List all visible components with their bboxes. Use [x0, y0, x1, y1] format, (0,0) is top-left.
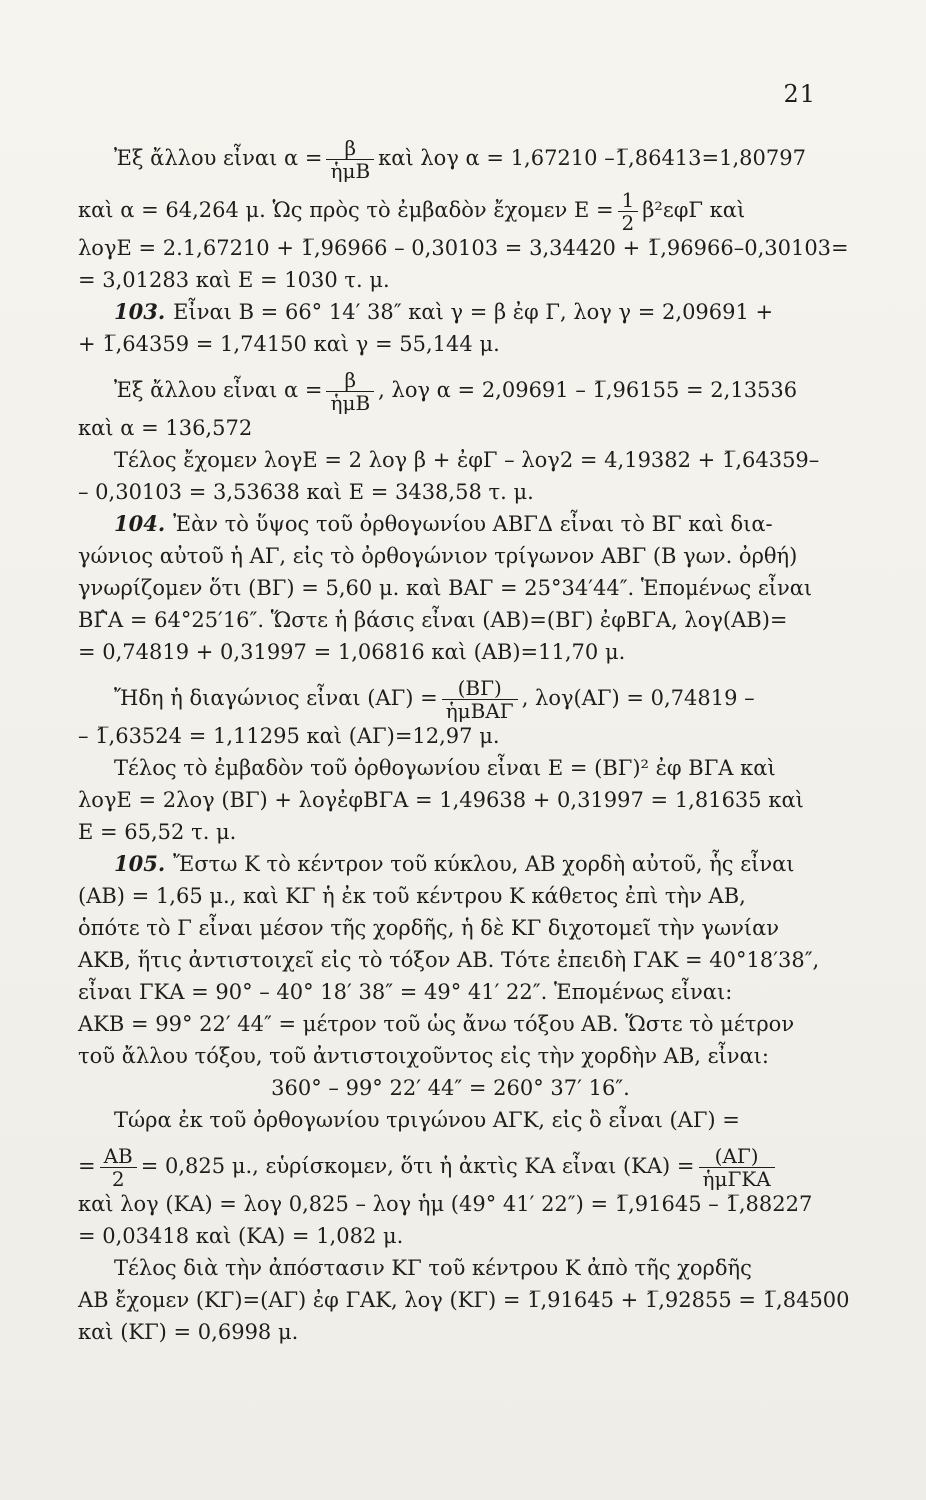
fraction — [618, 189, 639, 234]
line-text: – 0,30103 = 3,53638 καὶ Ε = 3438,58 τ. μ. — [78, 480, 534, 504]
text-line — [78, 1040, 823, 1072]
page-number: 21 — [783, 80, 816, 108]
text-line — [78, 508, 823, 540]
fraction-denominator: ἡμΒΑΓ — [445, 699, 514, 723]
fraction — [442, 677, 518, 722]
text-line — [78, 1316, 823, 1348]
text-line — [78, 604, 823, 636]
text-line — [78, 264, 823, 296]
text-line — [78, 1008, 823, 1040]
line-text: τοῦ ἄλλου τόξου, τοῦ ἀντιστοιχοῦντος εἰς τὴν χορδὴν ΑΒ, εἶναι: — [78, 1044, 769, 1068]
text-line — [78, 668, 823, 723]
text-line — [78, 784, 823, 816]
text-line — [78, 360, 823, 415]
fraction-numerator: ΑΒ — [100, 1145, 137, 1168]
line-text: Τέλος ἔχομεν λογΕ = 2 λογ β + ἐφΓ – λογ2 = 4,19382 + 1̅,64359– — [114, 448, 820, 472]
text-line — [78, 752, 823, 784]
line-text: Εἶναι Β = 66° 14′ 38″ καὶ γ = β ἐφ Γ, λογ γ = 2,09691 + — [173, 300, 774, 324]
fraction-numerator: (ΑΓ) — [699, 1145, 775, 1168]
line-text: ΑΚΒ = 99° 22′ 44″ = μέτρον τοῦ ὡς ἄνω τόξου ΑΒ. Ὥστε τὸ μέτρον — [78, 1012, 795, 1036]
line-text: καὶ λογ α = 1,67210 –1̅,86413=1,80797 — [378, 146, 806, 170]
fraction-numerator: β — [326, 137, 374, 160]
fraction-numerator: β — [326, 369, 374, 392]
line-text: ΒΓ̂Α = 64°25′16″. Ὥστε ἡ βάσις εἶναι (ΑΒ)=(ΒΓ) ἐφΒΓΑ, λογ(ΑΒ)= — [78, 608, 788, 632]
line-text: ΑΒ ἔχομεν (ΚΓ)=(ΑΓ) ἐφ ΓΑΚ, λογ (ΚΓ) = 1̅,91645 + 1̅,92855 = 1̅,84500 — [78, 1288, 850, 1312]
line-text: , λογ α = 2,09691 – 1̅,96155 = 2,13536 — [378, 378, 798, 402]
text-line — [78, 444, 823, 476]
text-line — [78, 296, 823, 328]
text-line — [78, 232, 849, 264]
fraction-denominator: 2 — [621, 211, 635, 235]
line-text: εἶναι ΓΚΑ = 90° – 40° 18′ 38″ = 49° 41′ 22″. Ἑπομένως εἶναι: — [78, 980, 733, 1004]
line-text: καὶ (ΚΓ) = 0,6998 μ. — [78, 1320, 299, 1344]
line-text: β²εφΓ καὶ — [642, 198, 746, 222]
line-text: = — [78, 1154, 96, 1178]
line-text: Τέλος τὸ ἐμβαδὸν τοῦ ὀρθογωνίου εἶναι Ε = (ΒΓ)² ἐφ ΒΓΑ καὶ — [114, 756, 776, 780]
fraction-denominator: 2 — [111, 1167, 125, 1191]
line-text: γνωρίζομεν ὅτι (ΒΓ) = 5,60 μ. καὶ ΒΑΓ = 25°34′44″. Ἑπομένως εἶναι — [78, 576, 813, 600]
text-line — [78, 1104, 823, 1136]
text-line — [78, 816, 823, 848]
fraction-denominator: ἡμΒ — [330, 159, 371, 183]
line-text: καὶ λογ (ΚΑ) = λογ 0,825 – λογ ἡμ (49° 41′ 22″) = 1̅,91645 – 1̅,88227 — [78, 1192, 813, 1216]
text-line — [78, 1072, 823, 1104]
text-line — [78, 1136, 823, 1191]
line-text: καὶ α = 64,264 μ. Ὡς πρὸς τὸ ἐμβαδὸν ἔχομεν Ε = — [78, 198, 614, 222]
page-text — [78, 128, 850, 1348]
text-line — [78, 848, 823, 880]
text-line — [78, 476, 823, 508]
text-line — [78, 880, 823, 912]
section-number: 103. — [114, 299, 166, 324]
fraction-denominator: ἡμΓΚΑ — [702, 1167, 771, 1191]
text-line — [78, 128, 823, 183]
line-text: Ἐξ ἄλλου εἶναι α = — [114, 378, 323, 402]
fraction — [699, 1145, 775, 1190]
line-text: = 3,01283 καὶ Ε = 1030 τ. μ. — [78, 268, 390, 292]
text-line — [78, 636, 823, 668]
text-line — [78, 1188, 823, 1220]
line-text: + 1̅,64359 = 1,74150 καὶ γ = 55,144 μ. — [78, 332, 500, 356]
section-number: 104. — [114, 511, 166, 536]
text-line — [78, 912, 823, 944]
text-line — [78, 1220, 823, 1252]
line-text: ὁπότε τὸ Γ εἶναι μέσον τῆς χορδῆς, ἡ δὲ ΚΓ διχοτομεῖ τὴν γωνίαν — [78, 916, 780, 940]
line-text: = 0,74819 + 0,31997 = 1,06816 καὶ (ΑΒ)=11,70 μ. — [78, 640, 626, 664]
text-line — [78, 1284, 850, 1316]
line-text: – 1̅,63524 = 1,11295 καὶ (ΑΓ)=12,97 μ. — [78, 724, 500, 748]
line-text: = 0,03418 καὶ (ΚΑ) = 1,082 μ. — [78, 1224, 404, 1248]
text-line — [78, 328, 823, 360]
text-line — [78, 540, 823, 572]
text-line — [78, 412, 823, 444]
line-text: = 0,825 μ., εὑρίσκομεν, ὅτι ἡ ἀκτὶς ΚΑ εἶναι (ΚΑ) = — [140, 1154, 695, 1178]
line-text: ΑΚΒ, ἥτις ἀντιστοιχεῖ εἰς τὸ τόξον ΑΒ. Τότε ἐπειδὴ ΓΑΚ = 40°18′38″, — [78, 948, 820, 972]
fraction-numerator: 1 — [618, 189, 639, 212]
line-text: 360° – 99° 22′ 44″ = 260° 37′ 16″. — [271, 1076, 630, 1100]
text-line — [78, 572, 823, 604]
line-text: γώνιος αὐτοῦ ἡ ΑΓ, εἰς τὸ ὀρθογώνιον τρίγωνον ΑΒΓ (Β γων. ὀρθή) — [78, 544, 798, 568]
section-number: 105. — [114, 851, 166, 876]
line-text: Ἐξ ἄλλου εἶναι α = — [114, 146, 323, 170]
line-text: , λογ(ΑΓ) = 0,74819 – — [521, 686, 755, 710]
line-text: λογΕ = 2λογ (ΒΓ) + λογἐφΒΓΑ = 1,49638 + 0,31997 = 1,81635 καὶ — [78, 788, 804, 812]
line-text: καὶ α = 136,572 — [78, 416, 253, 440]
fraction — [100, 1145, 137, 1190]
text-line — [78, 976, 823, 1008]
text-line — [78, 180, 823, 235]
line-text: Τέλος διὰ τὴν ἀπόστασιν ΚΓ τοῦ κέντρου Κ ἀπὸ τῆς χορδῆς — [114, 1256, 752, 1280]
fraction — [326, 137, 374, 182]
line-text: Ε = 65,52 τ. μ. — [78, 820, 237, 844]
fraction — [326, 369, 374, 414]
fraction-numerator: (ΒΓ) — [442, 677, 518, 700]
text-line — [78, 720, 823, 752]
line-text: Ἔστω Κ τὸ κέντρον τοῦ κύκλου, ΑΒ χορδὴ αὐτοῦ, ἧς εἶναι — [173, 852, 795, 876]
line-text: Τώρα ἐκ τοῦ ὀρθογωνίου τριγώνου ΑΓΚ, εἰς ὃ εἶναι (ΑΓ) = — [114, 1108, 740, 1132]
line-text: λογΕ = 2.1,67210 + 1̅,96966 – 0,30103 = 3,34420 + 1̅,96966–0,30103= — [78, 236, 849, 260]
text-line — [78, 1252, 823, 1284]
line-text: Ἐὰν τὸ ὕψος τοῦ ὀρθογωνίου ΑΒΓΔ εἶναι τὸ ΒΓ καὶ δια- — [173, 512, 773, 536]
line-text: Ἤδη ἡ διαγώνιος εἶναι (ΑΓ) = — [114, 686, 438, 710]
line-text: (ΑΒ) = 1,65 μ., καὶ ΚΓ ἡ ἐκ τοῦ κέντρου Κ κάθετος ἐπὶ τὴν ΑΒ, — [78, 884, 746, 908]
fraction-denominator: ἡμΒ — [330, 391, 371, 415]
text-line — [78, 944, 823, 976]
